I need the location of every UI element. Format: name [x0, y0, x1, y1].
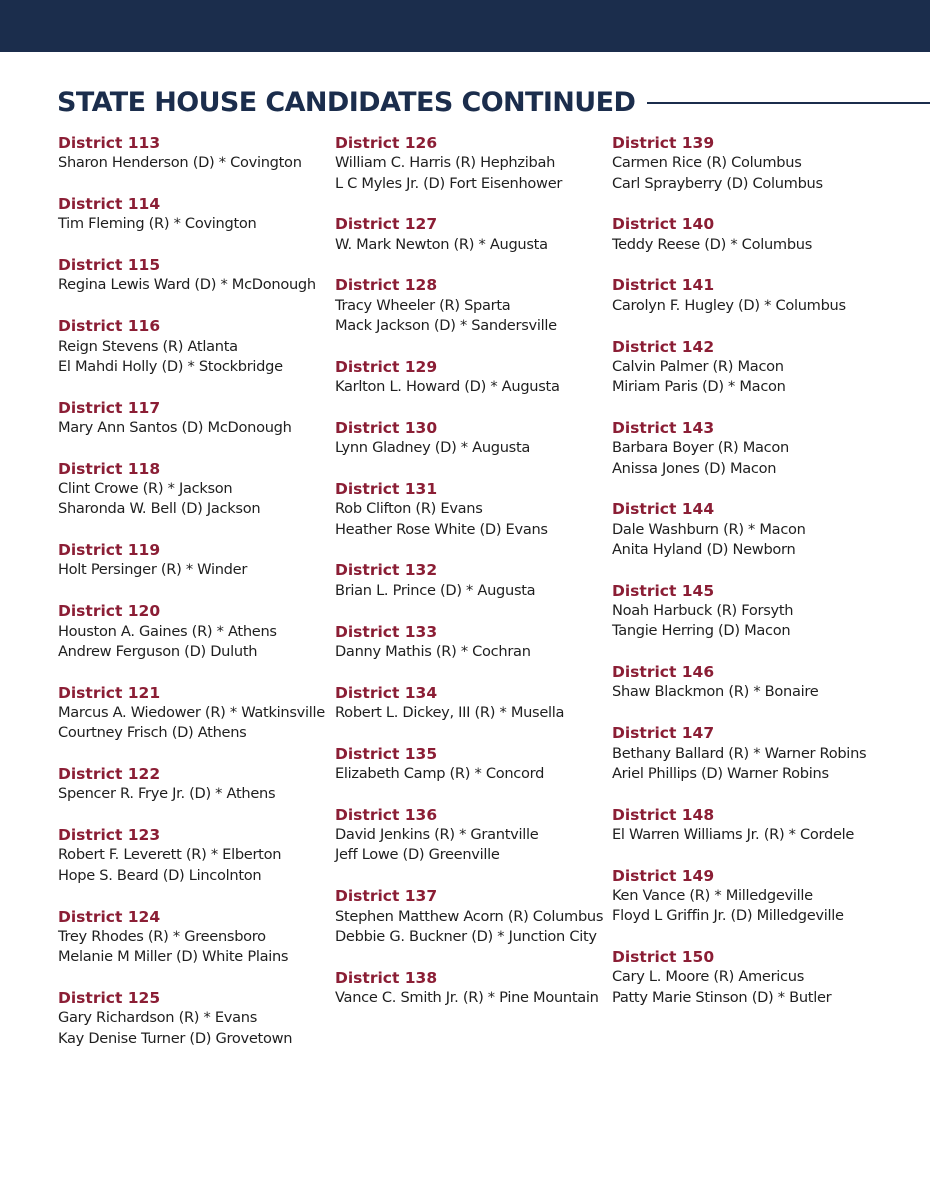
district-heading: District 137 — [335, 887, 438, 906]
candidate-entry: Barbara Boyer (R) Macon — [612, 439, 789, 457]
district-block — [612, 662, 887, 703]
candidate-entry: L C Myles Jr. (D) Fort Eisenhower — [335, 174, 563, 192]
candidate-entry: El Warren Williams Jr. (R) * Cordele — [612, 825, 855, 843]
candidate-entry: Houston A. Gaines (R) * Athens — [58, 622, 277, 640]
district-heading: District 136 — [335, 805, 438, 824]
candidate-entry: Courtney Frisch (D) Athens — [58, 724, 247, 742]
district-heading: District 115 — [58, 256, 161, 275]
district-block — [335, 560, 610, 601]
district-block — [612, 947, 887, 1008]
candidate-entry: Kay Denise Turner (D) Grovetown — [58, 1029, 293, 1047]
district-block — [612, 866, 887, 927]
candidate-entry: Gary Richardson (R) * Evans — [58, 1009, 258, 1027]
district-block — [58, 988, 333, 1049]
district-block — [335, 214, 610, 255]
candidate-entry: Noah Harbuck (R) Forsyth — [612, 602, 794, 620]
candidate-entry: Carolyn F. Hugley (D) * Columbus — [612, 296, 846, 314]
candidate-column-1 — [58, 133, 333, 1069]
district-block — [612, 499, 887, 560]
candidate-entry: Tracy Wheeler (R) Sparta — [335, 296, 511, 314]
district-heading: District 133 — [335, 622, 438, 641]
district-block — [612, 805, 887, 846]
candidate-entry: Sharonda W. Bell (D) Jackson — [58, 500, 261, 518]
district-heading: District 147 — [612, 724, 715, 743]
district-heading: District 113 — [58, 134, 161, 152]
district-heading: District 117 — [58, 398, 161, 417]
candidate-entry: W. Mark Newton (R) * Augusta — [335, 235, 548, 253]
district-block — [335, 683, 610, 724]
candidate-entry: Ken Vance (R) * Milledgeville — [612, 887, 813, 905]
district-block — [58, 133, 333, 174]
candidate-entry: Teddy Reese (D) * Columbus — [612, 235, 813, 253]
district-heading: District 123 — [58, 826, 161, 845]
district-heading: District 146 — [612, 663, 715, 682]
district-heading: District 141 — [612, 276, 715, 295]
district-block — [335, 479, 610, 540]
district-block — [58, 398, 333, 439]
district-heading: District 143 — [612, 418, 715, 437]
district-heading: District 134 — [335, 683, 438, 702]
district-block — [58, 683, 333, 744]
district-heading: District 130 — [335, 418, 438, 437]
candidate-entry: Bethany Ballard (R) * Warner Robins — [612, 744, 867, 762]
candidate-entry: Miriam Paris (D) * Macon — [612, 378, 786, 396]
candidate-entry: Debbie G. Buckner (D) * Junction City — [335, 927, 597, 945]
title-rule-divider — [647, 102, 930, 104]
district-heading: District 126 — [335, 134, 438, 152]
candidate-entry: William C. Harris (R) Hephzibah — [335, 154, 556, 172]
page-title: STATE HOUSE CANDIDATES CONTINUED — [57, 86, 636, 118]
district-block — [58, 459, 333, 520]
candidate-entry: Floyd L Griffin Jr. (D) Milledgeville — [612, 907, 844, 925]
district-heading: District 122 — [58, 765, 161, 784]
district-heading: District 139 — [612, 134, 715, 152]
district-heading: District 121 — [58, 683, 161, 702]
district-heading: District 135 — [335, 744, 438, 763]
district-block — [58, 601, 333, 662]
district-heading: District 142 — [612, 337, 715, 356]
candidate-entry: Ariel Phillips (D) Warner Robins — [612, 764, 829, 782]
candidate-entry: Stephen Matthew Acorn (R) Columbus — [335, 907, 604, 925]
candidate-entry: Jeff Lowe (D) Greenville — [335, 846, 500, 864]
candidate-entry: Vance C. Smith Jr. (R) * Pine Mountain — [335, 988, 599, 1006]
candidate-column-3 — [612, 133, 887, 1029]
candidate-entry: Brian L. Prince (D) * Augusta — [335, 581, 536, 599]
district-heading: District 119 — [58, 541, 161, 560]
candidate-entry: Mack Jackson (D) * Sandersville — [335, 317, 557, 335]
candidate-entry: Tangie Herring (D) Macon — [612, 622, 791, 640]
candidate-entry: Reign Stevens (R) Atlanta — [58, 337, 238, 355]
district-block — [335, 744, 610, 785]
candidate-entry: Holt Persinger (R) * Winder — [58, 561, 248, 579]
candidate-entry: Calvin Palmer (R) Macon — [612, 357, 784, 375]
page-header — [57, 84, 930, 120]
district-block — [335, 357, 610, 398]
candidate-entry: Rob Clifton (R) Evans — [335, 500, 483, 518]
district-block — [58, 316, 333, 377]
candidate-entry: Lynn Gladney (D) * Augusta — [335, 439, 531, 457]
top-banner-bar — [0, 0, 930, 52]
candidate-entry: Anissa Jones (D) Macon — [612, 459, 777, 477]
candidate-entry: El Mahdi Holly (D) * Stockbridge — [58, 357, 283, 375]
candidate-entry: Marcus A. Wiedower (R) * Watkinsville — [58, 703, 325, 721]
candidate-entry: Patty Marie Stinson (D) * Butler — [612, 988, 832, 1006]
district-heading: District 131 — [335, 480, 438, 499]
district-block — [335, 622, 610, 663]
district-block — [612, 214, 887, 255]
candidate-entry: Carmen Rice (R) Columbus — [612, 154, 802, 172]
district-heading: District 132 — [335, 561, 438, 580]
candidate-entry: Robert L. Dickey, III (R) * Musella — [335, 703, 565, 721]
district-heading: District 120 — [58, 602, 161, 621]
district-block — [58, 540, 333, 581]
candidate-entry: Spencer R. Frye Jr. (D) * Athens — [58, 785, 276, 803]
district-heading: District 140 — [612, 215, 715, 234]
district-heading: District 145 — [612, 581, 715, 600]
candidate-entry: Dale Washburn (R) * Macon — [612, 520, 806, 538]
candidate-entry: Tim Fleming (R) * Covington — [58, 215, 257, 233]
district-block — [58, 907, 333, 968]
district-heading: District 125 — [58, 988, 161, 1007]
district-heading: District 127 — [335, 215, 438, 234]
district-heading: District 129 — [335, 357, 438, 376]
candidate-entry: Clint Crowe (R) * Jackson — [58, 480, 233, 498]
district-heading: District 138 — [335, 968, 438, 987]
candidate-entry: Sharon Henderson (D) * Covington — [58, 154, 302, 172]
candidate-entry: Carl Sprayberry (D) Columbus — [612, 174, 823, 192]
candidate-entry: Trey Rhodes (R) * Greensboro — [58, 927, 266, 945]
candidate-entry: Cary L. Moore (R) Americus — [612, 968, 805, 986]
candidate-entry: Anita Hyland (D) Newborn — [612, 540, 796, 558]
district-block — [335, 418, 610, 459]
candidate-entry: Regina Lewis Ward (D) * McDonough — [58, 276, 316, 294]
district-block — [335, 968, 610, 1009]
candidate-entry: Shaw Blackmon (R) * Bonaire — [612, 683, 819, 701]
district-block — [335, 275, 610, 336]
candidate-entry: Melanie M Miller (D) White Plains — [58, 948, 289, 966]
candidate-column-2 — [335, 133, 610, 1029]
district-heading: District 150 — [612, 948, 715, 967]
candidate-entry: Hope S. Beard (D) Lincolnton — [58, 866, 262, 884]
candidate-entry: Elizabeth Camp (R) * Concord — [335, 765, 545, 783]
candidate-entry: Andrew Ferguson (D) Duluth — [58, 642, 258, 660]
candidate-entry: Robert F. Leverett (R) * Elberton — [58, 846, 282, 864]
district-block — [612, 581, 887, 642]
district-block — [612, 337, 887, 398]
district-block — [612, 418, 887, 479]
district-heading: District 124 — [58, 907, 161, 926]
district-block — [612, 275, 887, 316]
candidate-entry: Danny Mathis (R) * Cochran — [335, 642, 531, 660]
district-block — [612, 133, 887, 194]
district-heading: District 128 — [335, 276, 438, 295]
district-block — [58, 825, 333, 886]
district-heading: District 118 — [58, 459, 161, 478]
candidate-entry: Heather Rose White (D) Evans — [335, 520, 548, 538]
district-heading: District 148 — [612, 805, 715, 824]
district-heading: District 144 — [612, 500, 715, 519]
district-block — [58, 255, 333, 296]
candidate-entry: Mary Ann Santos (D) McDonough — [58, 418, 292, 436]
district-block — [58, 194, 333, 235]
district-block — [58, 764, 333, 805]
district-block — [335, 133, 610, 194]
district-block — [335, 805, 610, 866]
district-block — [612, 723, 887, 784]
candidate-entry: David Jenkins (R) * Grantville — [335, 826, 539, 844]
district-heading: District 114 — [58, 195, 161, 214]
district-block — [335, 886, 610, 947]
district-heading: District 116 — [58, 317, 161, 336]
district-heading: District 149 — [612, 866, 715, 885]
candidate-entry: Karlton L. Howard (D) * Augusta — [335, 378, 560, 396]
